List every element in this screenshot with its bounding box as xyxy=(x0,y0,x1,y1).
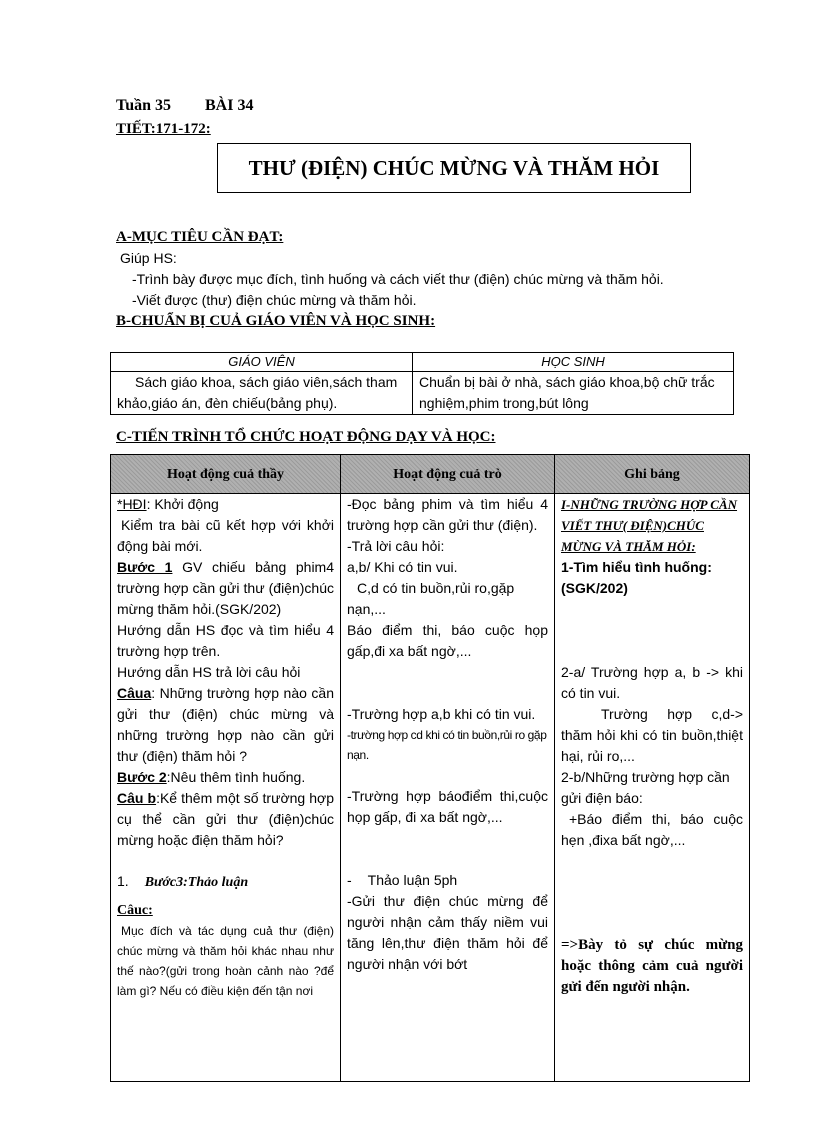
step1-label: Bước 1 xyxy=(117,559,173,575)
section-a-heading: A-MỤC TIÊU CẦN ĐẠT: xyxy=(116,229,284,245)
student-answer-cd: C,d có tin buồn,rủi ro,gặp nạn,... xyxy=(347,580,515,617)
student-case-cd: -trường hợp cd khi có tin buồn,rủi ro gặp nạn. xyxy=(347,728,547,762)
question-b-label: Câu b xyxy=(117,790,157,806)
hd1-text: : Khởi động xyxy=(146,496,219,512)
section-a-intro: Giúp HS: xyxy=(120,250,177,266)
question-a-text: : Những trường hợp nào cần gửi thư (điện) chúc mừng và những trường hợp nào cần gửi thư (điện) thăm hỏi ? xyxy=(117,685,334,764)
hd1-label: *HĐI xyxy=(117,496,147,512)
student-prep-cell: Chuẩn bị bài ở nhà, sách giáo khoa,bộ chữ trắc nghiệm,phim trong,bút lông xyxy=(413,372,734,415)
student-activity-header: Hoạt động cuả trò xyxy=(341,455,555,494)
step1-text: GV chiếu bảng phim4 trường hợp cần gửi thư (điện)chúc mừng thăm hỏi.(SGK/202) xyxy=(117,559,335,617)
student-discuss: Thảo luận 5ph xyxy=(367,872,458,888)
period-label: TIẾT:171-172: xyxy=(116,121,211,137)
guide-read: Hướng dẫn HS đọc và tìm hiểu 4 trường hợp trên. xyxy=(117,622,334,659)
question-a-label: Câua xyxy=(117,685,152,701)
board-2b-item: +Báo điểm thi, báo cuộc hẹn ,đixa bất ngờ,... xyxy=(561,811,743,848)
student-answer-other: Báo điểm thi, báo cuộc họp gấp,đi xa bất ngờ,... xyxy=(347,622,548,659)
guide-answer: Hướng dẫn HS trả lời câu hỏi xyxy=(117,664,301,680)
question-c-label: Câuc: xyxy=(117,903,153,918)
board-situation: 1-Tìm hiểu tình huống: (SGK/202) xyxy=(561,559,712,596)
section-c-heading: C-TIẾN TRÌNH TỔ CHỨC HOẠT ĐỘNG DẠY VÀ HỌC: xyxy=(116,429,496,445)
student-answer-ab: a,b/ Khi có tin vui. xyxy=(347,559,458,575)
student-prep-header: HỌC SINH xyxy=(413,353,734,372)
board-2b: 2-b/Những trường hợp cần gửi điện báo: xyxy=(561,769,730,806)
student-discuss-answer: -Gửi thư điện chúc mừng để người nhận cảm thấy niềm vui tăng lên,thư điện thăm hỏi để người nhận với bớt xyxy=(347,893,548,972)
week-lesson-line xyxy=(116,97,253,115)
page-title xyxy=(217,143,691,193)
student-read: -Đọc bảng phim và tìm hiểu 4 trường hợp cần gửi thư (điện). xyxy=(347,496,548,533)
question-b-text: :Kể thêm một số trường hợp cụ thể cần gửi thư (điện)chúc mừng hoặc điện thăm hỏi? xyxy=(117,790,335,848)
step3-number: 1. xyxy=(117,873,129,889)
student-case-other: -Trường hợp báođiểm thi,cuộc họp gấp, đi xa bất ngờ,... xyxy=(347,788,548,825)
student-activity-cell xyxy=(341,494,555,1082)
board-2a: 2-a/ Trường hợp a, b -> khi có tin vui. xyxy=(561,664,743,701)
student-discuss-dash: - xyxy=(347,872,352,888)
teacher-activity-header: Hoạt động cuả thầy xyxy=(111,455,341,494)
board-cd: Trường hợp c,d-> thăm hỏi khi có tin buồn,thiệt hại, rủi ro,... xyxy=(561,706,743,764)
lesson-label: BÀI 34 xyxy=(205,97,254,114)
section-a-item-1: -Trình bày được mục đích, tình huống và cách viết thư (điện) chúc mừng và thăm hỏi. xyxy=(132,271,664,287)
board-heading-1: I-NHỮNG TRƯỜNG HỢP CẦN VIẾT THƯ( ĐIỆN)CHÚC MỪNG VÀ THĂM HỎI: xyxy=(561,497,738,554)
page-title-text: THƯ (ĐIỆN) CHÚC MỪNG VÀ THĂM HỎI xyxy=(248,155,660,180)
board-header: Ghi bảng xyxy=(555,455,750,494)
week-label: Tuần 35 xyxy=(116,97,171,114)
section-a-item-2: -Viết được (thư) điện chúc mừng và thăm hỏi. xyxy=(132,292,417,308)
step2-text: :Nêu thêm tình huống. xyxy=(166,769,306,785)
student-case-ab: -Trường hợp a,b khi có tin vui. xyxy=(347,706,536,722)
teacher-activity-cell xyxy=(111,494,341,1082)
question-c-text: Mục đích và tác dụng cuả thư (điện) chúc mừng và thăm hỏi khác nhau như thế nào?(gửi trong hoàn cảnh nào ?để làm gì? Nếu có điều kiện đến tận nơi xyxy=(117,924,334,998)
board-cell xyxy=(555,494,750,1082)
teacher-prep-header: GIÁO VIÊN xyxy=(111,353,413,372)
step2-label: Bước 2 xyxy=(117,769,167,785)
activities-table xyxy=(110,454,750,1082)
preparation-table xyxy=(110,352,734,415)
section-b-heading: B-CHUẨN BỊ CUẢ GIÁO VIÊN VÀ HỌC SINH: xyxy=(116,313,436,329)
teacher-prep-cell: Sách giáo khoa, sách giáo viên,sách tham khảo,giáo án, đèn chiếu(bảng phụ). xyxy=(111,372,413,415)
check-old-lesson: Kiểm tra bài cũ kết hợp với khởi động bài mới. xyxy=(117,517,334,554)
step3-label: Bước3:Thảo luận xyxy=(144,875,249,890)
board-conclusion: =>Bày tỏ sự chúc mừng hoặc thông cảm cuả người gửi đến người nhận. xyxy=(561,937,743,995)
student-answer: -Trả lời câu hỏi: xyxy=(347,538,445,554)
